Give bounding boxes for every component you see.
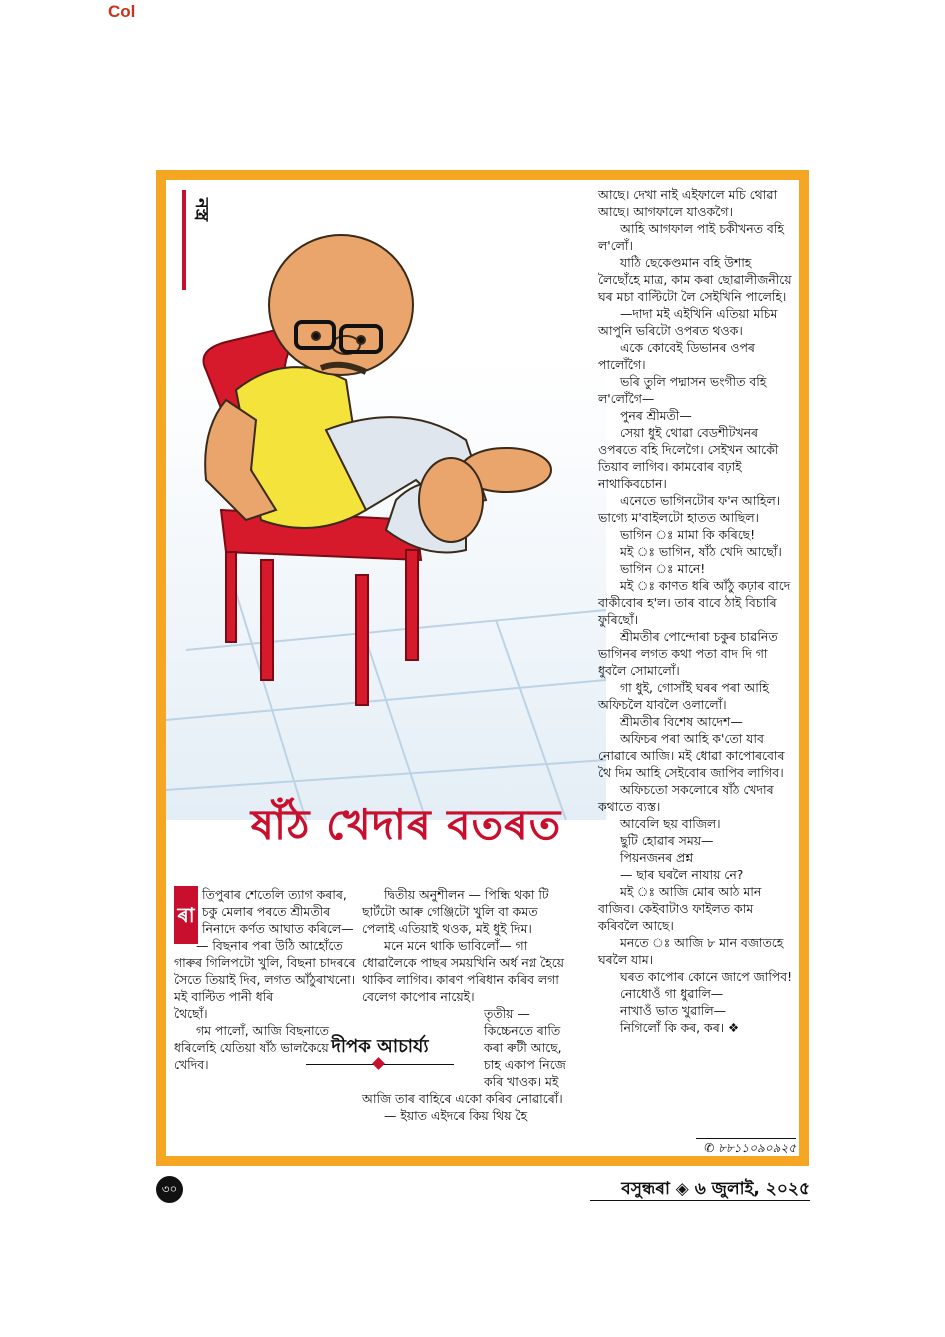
paragraph: মই ঃ ভাগিন, ষাঁঠ খেদি আছোঁ। xyxy=(620,544,782,559)
paragraph: — ছাৰ ঘৰলৈ নাযায় নে? xyxy=(620,867,744,882)
paragraph: সেয়া ধুই থোৱা বেডশীটখনৰ ওপৰতে বহি দিলেগৈ। সেইখন আকৌ তিয়াব লাগিব। কামবোৰ বঢ়াই নাথাকিবচোন। xyxy=(598,425,779,491)
paragraph: এনেতে ভাগিনটোৰ ফ'ন আহিল। ভাগ্যে ম'বাইলটো হাতত আছিল। xyxy=(598,493,781,525)
paragraph: নোধোওঁ গা ধুৱালি— xyxy=(620,986,724,1001)
article-frame xyxy=(156,170,809,1166)
paragraph: পুনৰ শ্ৰীমতী— xyxy=(620,408,692,423)
corner-label: Col xyxy=(108,2,136,21)
contact-phone: ✆ ৮৮১১০৯০৯২৫ xyxy=(696,1138,796,1160)
paragraph: আছে। দেখা নাই এইফালে মচি থোৱা আছে। আগফালে যাওকগৈ। xyxy=(598,187,778,219)
paragraph: একে কোবেই ডিভানৰ ওপৰ পালোঁগৈ। xyxy=(598,340,755,372)
paragraph: মনে মনে থাকি ভাবিলোঁ— গা ধোৱালৈকে পাছৰ সময়খিনি অৰ্ধ নগ্ন হৈয়ে থাকিব লাগিব। কাৰণ পৰিধান কৰিব লগা বেলেগ কাপোৰ নায়েই। xyxy=(362,938,564,1004)
column-label-text: নস্ত্ৰ xyxy=(191,198,212,222)
column-label-tag xyxy=(176,190,212,290)
paragraph: ভাগিন ঃ মানে! xyxy=(620,561,706,576)
paragraph: তৃতীয় — কিচ্চেনতে ৰাতি কৰা ৰুটী আছে, চাহ একাপ নিজে কৰি খাওক। মই xyxy=(484,1006,566,1089)
paragraph: গা ধুই, গোসাঁই ঘৰৰ পৰা আহি অফিচলৈ যাবলৈ ওলালোঁ। xyxy=(598,680,769,712)
paragraph: মই ঃ আজি মোৰ আঠ মান বাজিব। কেইবাটাও ফাইলত কাম কৰিবলৈ আছে। xyxy=(598,884,762,933)
paragraph: ছুটি হোৱাৰ সময়— xyxy=(620,833,714,848)
paragraph: — ইয়াত এইদৰে কিয় থিয় হৈ xyxy=(384,1108,527,1123)
author-name: দীপক আচাৰ্য্য xyxy=(331,1036,429,1057)
author-byline xyxy=(306,1032,454,1063)
footer-issue: বসুন্ধৰা ◈ ৬ জুলাই, ২০২৫ xyxy=(621,1179,810,1199)
paragraph: পিয়নজনৰ প্ৰশ্ন xyxy=(620,850,694,865)
paragraph: তিপুৰাৰ শেতেলি ত্যাগ কৰাৰ, চকু মেলাৰ পৰতে শ্ৰীমতীৰ নিনাদে কৰ্ণত আঘাত কৰিলে— xyxy=(202,887,354,936)
middle-column xyxy=(362,886,574,1124)
footer-rule xyxy=(590,1200,810,1201)
paragraph: আবেলি ছয় বাজিল। xyxy=(620,816,721,831)
paragraph: আজি তাৰ বাহিৰে একো কৰিব নোৱাৰোঁ। xyxy=(362,1091,563,1106)
drop-cap: ৰা xyxy=(174,886,198,944)
page-number: ৩০ xyxy=(156,1176,183,1203)
paragraph: শ্ৰীমতীৰ পোন্দোৰা চকুৰ চাৱনিত ভাগিনৰ লগত কথা পতা বাদ দি গা ধুবলৈ সোমালোঁ। xyxy=(598,629,778,678)
paragraph: মই ঃ কাণত ধৰি আঁঠু কঢ়াৰ বাদে বাকীবোৰ হ'ল। তাৰ বাবে ঠাই বিচাৰি ফুৰিছোঁ। xyxy=(598,578,791,627)
paragraph: গম পালোঁ, আজি বিছনাতে ধৰিলেহি যেতিয়া ষাঁঠ ভালকৈয়ে খেদিব। xyxy=(174,1023,329,1072)
paragraph: — বিছনাৰ পৰা উঠি আহোঁতে গাৰুৰ গিলিপটো খুলি, বিছনা চাদৰৰে সৈতে তিয়াই দিব, লগত আঁঠুৰাখনো। xyxy=(174,938,356,987)
paragraph: যাঠি ছেকেণ্ডমান বহি উশাহ লৈছোঁহে মাত্ৰ, কাম কৰা ছোৱালীজনীয়ে ঘৰ মচা বাল্টিটো লৈ সেইখিনি পালেহি। xyxy=(598,255,792,304)
paragraph: মনতে ঃ আজি ৮ মান বজাতহে ঘৰলৈ যাম। xyxy=(598,935,784,967)
paragraph: অফিচৰ পৰা আহি ক'তো যাব নোৱাৰে আজি। মই ধোৱা কাপোৰবোৰ থৈ দিম আহি সেইবোৰ জাপিব লাগিব। xyxy=(598,731,785,780)
right-column xyxy=(598,186,796,1036)
article-title: ষাঁঠ খেদাৰ বতৰত xyxy=(250,800,562,849)
paragraph: নিগিলোঁ কি কৰ, কৰ। ❖ xyxy=(620,1020,740,1035)
article-body xyxy=(166,180,799,1156)
paragraph: নাখাওঁ ভাত খুৱালি— xyxy=(620,1003,726,1018)
paragraph: আহি আগফাল পাই চকীখনত বহি ল'লোঁ। xyxy=(598,221,784,253)
paragraph: শ্ৰীমতীৰ বিশেষ আদেশ— xyxy=(620,714,743,729)
paragraph: ভৰি তুলি পদ্মাসন ভংগীত বহি ল'লোঁগৈ— xyxy=(598,374,767,406)
paragraph: —দাদা মই এইখিনি এতিয়া মচিম আপুনি ভৰিটো ওপৰত থওক। xyxy=(598,306,778,338)
paragraph: ঘৰত কাপোৰ কোনে জাপে জাপিব! xyxy=(620,969,793,984)
cartoon-illustration xyxy=(166,180,606,880)
paragraph: অফিচতো সকলোৰে ষাঁঠ খেদাৰ কথাতে ব্যস্ত। xyxy=(598,782,774,814)
paragraph: মই বাল্টিত পানী ধৰি থৈছোঁ। xyxy=(174,989,274,1021)
paragraph: ভাগিন ঃ মামা কি কৰিছে! xyxy=(620,527,756,542)
paragraph: দ্বিতীয় অনুশীলন — পিন্ধি থকা টি ছার্টটো আৰু গেঞ্জিটো খুলি বা কমত পেলাই এতিয়াই থওক, মই ধুই দিম। xyxy=(362,887,549,936)
